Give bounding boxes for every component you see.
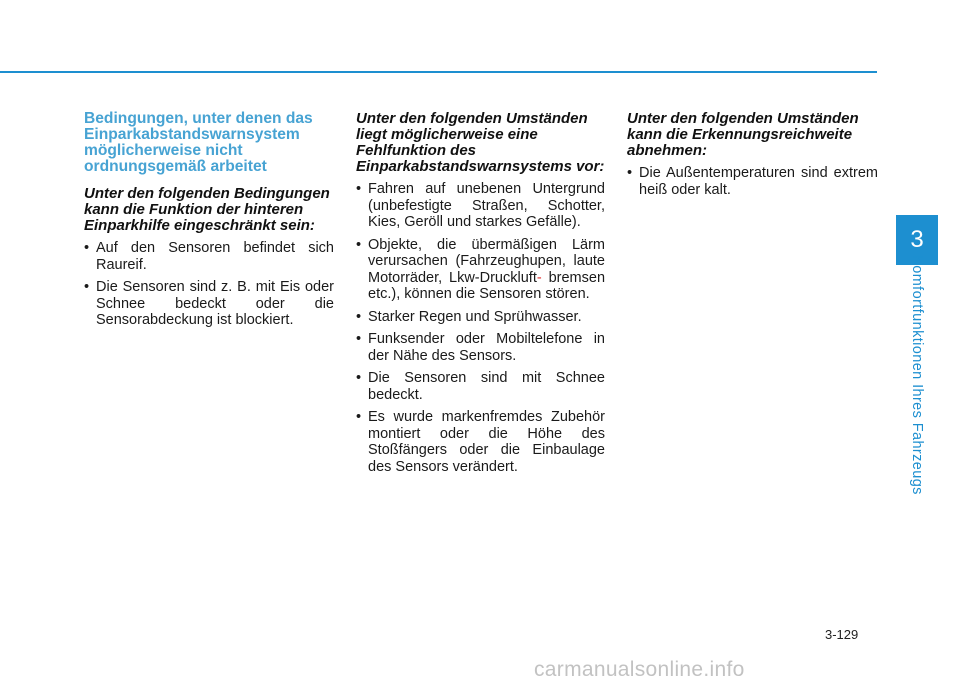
column-1	[84, 111, 334, 335]
bullet: •	[356, 181, 362, 197]
bullet: •	[356, 308, 362, 325]
bullet: •	[356, 236, 362, 253]
subheading-2: Unter den folgenden Umständen liegt möglicherweise eine Fehlfunktion des Einparkabstandswarnsystems vor:	[356, 110, 605, 175]
list-item: • Fahren auf unebenen Untergrund (unbefestigte Straßen, Schotter, Kies, Geröll und starkes Gefälle).	[356, 181, 605, 230]
page-number: 3-129	[825, 627, 859, 642]
chapter-number: 3	[910, 226, 924, 253]
column-3	[627, 111, 878, 204]
bullet: •	[356, 370, 362, 386]
list-item: • Starker Regen und Sprühwasser.	[356, 308, 582, 325]
subheading-1: Unter den folgenden Bedingungen kann die Funktion der hinteren Einparkhilfe eingeschränkt sein:	[84, 185, 330, 234]
hyphen-mark: -	[536, 269, 542, 286]
chapter-title: Komfortfunktionen Ihres Fahrzeugs	[909, 255, 925, 495]
list-item: • Die Außentemperaturen sind extrem heiß oder kalt.	[627, 165, 878, 198]
list-item: • Funksender oder Mobiltelefone in der Nähe des Sensors.	[356, 331, 605, 364]
bullet: •	[84, 240, 90, 256]
column-2	[356, 111, 605, 481]
bullet: •	[356, 409, 362, 425]
top-rule	[0, 71, 877, 73]
list-item: • Die Sensoren sind z. B. mit Eis oder Schnee bedeckt oder die Sensorabdeckung ist blockiert.	[84, 279, 334, 328]
list-item: • Die Sensoren sind mit Schnee bedeckt.	[356, 370, 605, 403]
bullet: •	[627, 165, 633, 181]
list-item: • Es wurde markenfremdes Zubehör montiert oder die Höhe des Stoßfängers oder die Einbaulage des Sensors verändert.	[356, 409, 605, 475]
bullet: •	[84, 279, 90, 295]
list-3	[627, 165, 878, 198]
section-heading: Bedingungen, unter denen das Einparkabstandswarnsystem möglicherweise nicht ordnungsgemäß arbeitet	[84, 110, 313, 175]
list-item: • Objekte, die übermäßigen Lärm verursachen (Fahrzeughupen, laute Motorräder, Lkw-Druckluft- bremsen etc.), können die Sensoren stören.	[356, 236, 606, 302]
bullet: •	[356, 331, 362, 347]
list-item: • Auf den Sensoren befindet sich Raureif.	[84, 240, 334, 273]
list-2	[356, 181, 605, 475]
subheading-3: Unter den folgenden Umständen kann die Erkennungsreichweite abnehmen:	[627, 110, 859, 159]
list-1	[84, 240, 334, 329]
watermark: carmanualsonline.info	[534, 658, 745, 681]
